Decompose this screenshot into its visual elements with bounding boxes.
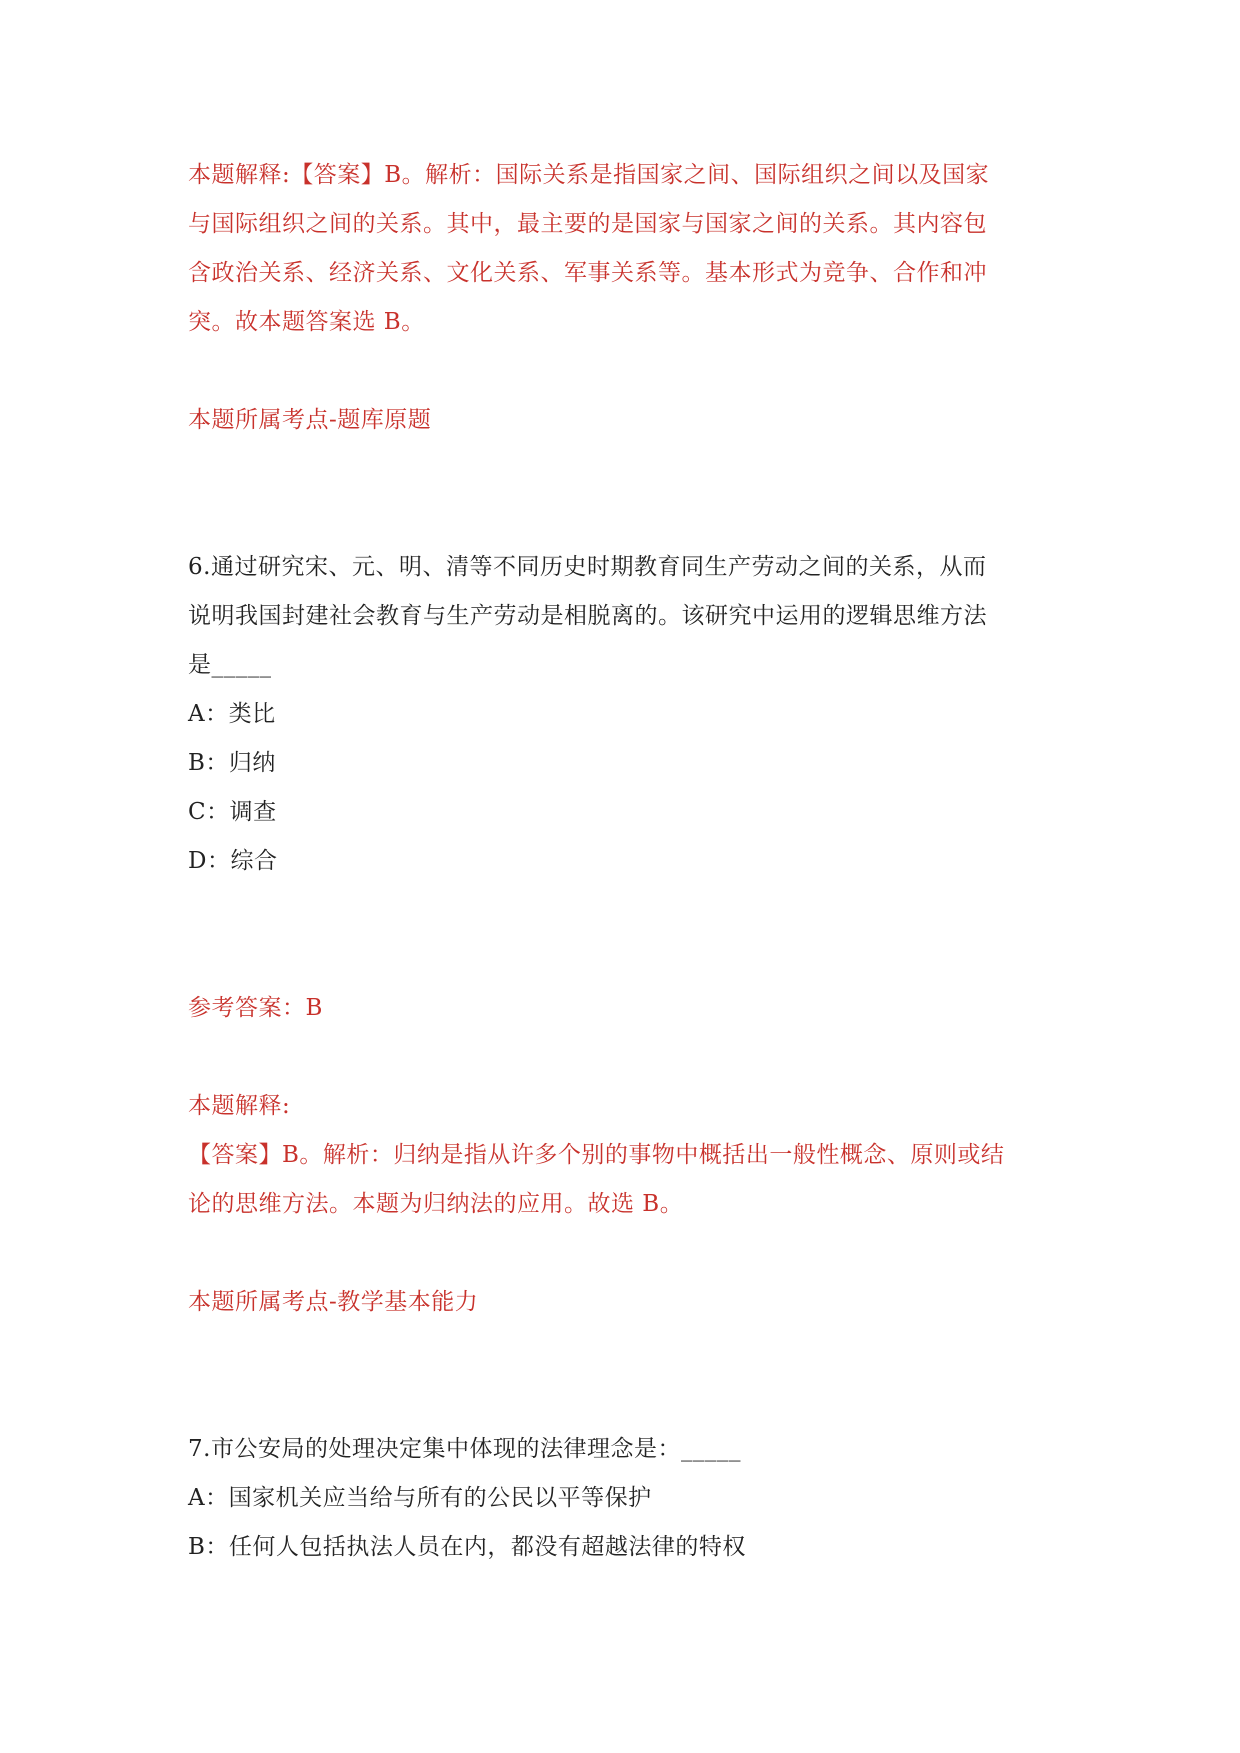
q6-explanation-title: 本题解释: [188, 1093, 291, 1119]
q5-explanation-line-4: 突。故本题答案选 B。 [188, 309, 425, 335]
q5-explanation-line-1: 本题解释:【答案】B。解析：国际关系是指国家之间、国际组织之间以及国家 [188, 162, 990, 188]
q5-explanation-line-3: 含政治关系、经济关系、文化关系、军事关系等。基本形式为竞争、合作和冲 [188, 260, 987, 286]
q6-stem-line-1: 6.通过研究宋、元、明、清等不同历史时期教育同生产劳动之间的关系，从而 [188, 554, 987, 580]
q6-explanation-line-1: 【答案】B。解析：归纳是指从许多个别的事物中概括出一般性概念、原则或结 [188, 1142, 1005, 1168]
q6-option-a: A：类比 [188, 701, 276, 727]
q5-topic: 本题所属考点-题库原题 [188, 407, 432, 433]
q6-option-c: C：调查 [188, 799, 277, 825]
q6-answer: 参考答案：B [188, 995, 323, 1021]
q7-stem: 7.市公安局的处理决定集中体现的法律理念是：_____ [188, 1436, 741, 1462]
q6-stem-line-3: 是_____ [188, 652, 272, 678]
q6-stem-line-2: 说明我国封建社会教育与生产劳动是相脱离的。该研究中运用的逻辑思维方法 [188, 603, 987, 629]
q6-option-d: D：综合 [188, 848, 278, 874]
q6-topic: 本题所属考点-教学基本能力 [188, 1289, 479, 1315]
q6-option-b: B：归纳 [188, 750, 276, 776]
q7-option-a: A：国家机关应当给与所有的公民以平等保护 [188, 1485, 652, 1511]
q7-option-b: B：任何人包括执法人员在内，都没有超越法律的特权 [188, 1534, 746, 1560]
q6-explanation-line-2: 论的思维方法。本题为归纳法的应用。故选 B。 [188, 1191, 684, 1217]
q5-explanation-line-2: 与国际组织之间的关系。其中，最主要的是国家与国家之间的关系。其内容包 [188, 211, 987, 237]
